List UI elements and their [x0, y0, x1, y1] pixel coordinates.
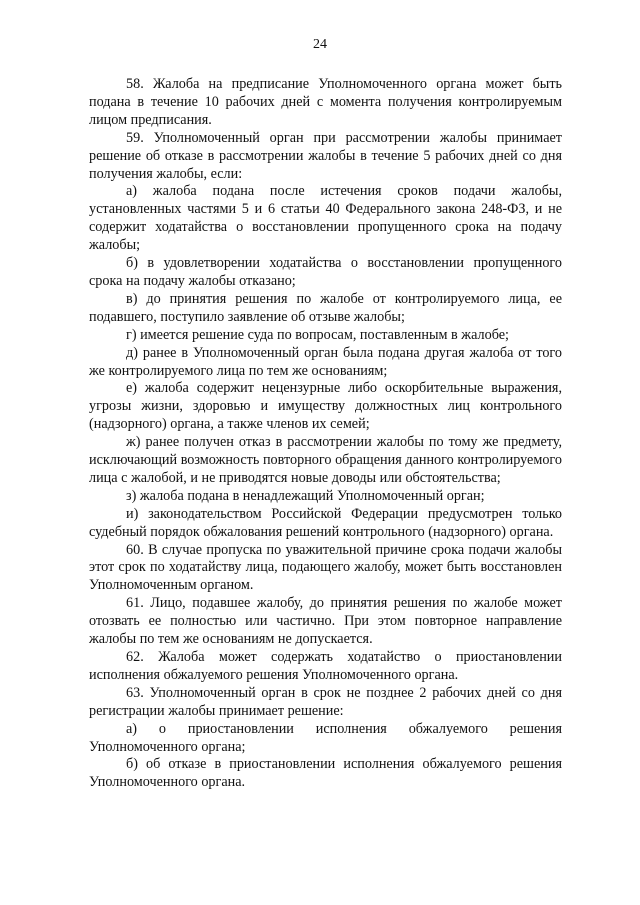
list-item-59-z: з) жалоба подана в ненадлежащий Уполномоченный орган;	[126, 487, 485, 504]
list-item-59-a: а) жалоба подана после истечения сроков подачи жалобы, установленных частями 5 и 6 статьи 40 Федерального закона 248-ФЗ, и не содержит ходатайства о восстановлении пропущенного срока на подачу жалобы;	[89, 183, 562, 254]
list-item-59-zh: ж) ранее получен отказ в рассмотрении жалобы по тому же предмету, исключающий возможность повторного обращения данного контролируемого лица с жалобой, и не приводятся новые доводы или обстоятельства;	[89, 434, 562, 486]
paragraph-61: 61. Лицо, подавшее жалобу, до принятия решения по жалобе может отозвать ее полностью или частично. При этом повторное направление жалобы по тем же основаниям не допускается.	[89, 595, 562, 648]
paragraph-60: 60. В случае пропуска по уважительной причине срока подачи жалобы этот срок по ходатайству лица, подающего жалобу, может быть восстановлен Уполномоченным органом.	[89, 541, 562, 594]
paragraph-62: 62. Жалоба может содержать ходатайство о приостановлении исполнения обжалуемого решения Уполномоченного органа.	[89, 649, 562, 683]
list-item-59-e: е) жалоба содержит нецензурные либо оскорбительные выражения, угрозы жизни, здоровью и имуществу должностных лиц контрольного (надзорного) органа, а также членов их семей;	[89, 380, 562, 433]
list-item-63-a: а) о приостановлении исполнения обжалуемого решения Уполномоченного органа;	[89, 720, 562, 755]
list-item-63-b: б) об отказе в приостановлении исполнения обжалуемого решения Уполномоченного органа.	[89, 756, 562, 791]
document-body	[89, 76, 562, 792]
page-number: 24	[313, 37, 327, 52]
list-item-59-g: г) имеется решение суда по вопросам, поставленным в жалобе;	[126, 326, 509, 343]
paragraph-59: 59. Уполномоченный орган при рассмотрении жалобы принимает решение об отказе в рассмотрении жалобы в течение 5 рабочих дней со дня получения жалобы, если:	[89, 129, 562, 182]
list-item-59-d: д) ранее в Уполномоченный орган была подана другая жалоба от того же контролируемого лица по тем же основаниям;	[89, 344, 562, 379]
list-item-59-v: в) до принятия решения по жалобе от контролируемого лица, ее подавшего, поступило заявление об отзыве жалобы;	[89, 290, 562, 325]
paragraph-63: 63. Уполномоченный орган в срок не позднее 2 рабочих дней со дня регистрации жалобы принимает решение:	[89, 684, 562, 719]
list-item-59-i: и) законодательством Российской Федерации предусмотрен только судебный порядок обжалования решений контрольного (надзорного) органа.	[89, 505, 562, 540]
list-item-59-b: б) в удовлетворении ходатайства о восстановлении пропущенного срока на подачу жалобы отказано;	[89, 255, 562, 289]
paragraph-58: 58. Жалоба на предписание Уполномоченного органа может быть подана в течение 10 рабочих дней с момента получения контролируемым лицом предписания.	[89, 76, 562, 128]
